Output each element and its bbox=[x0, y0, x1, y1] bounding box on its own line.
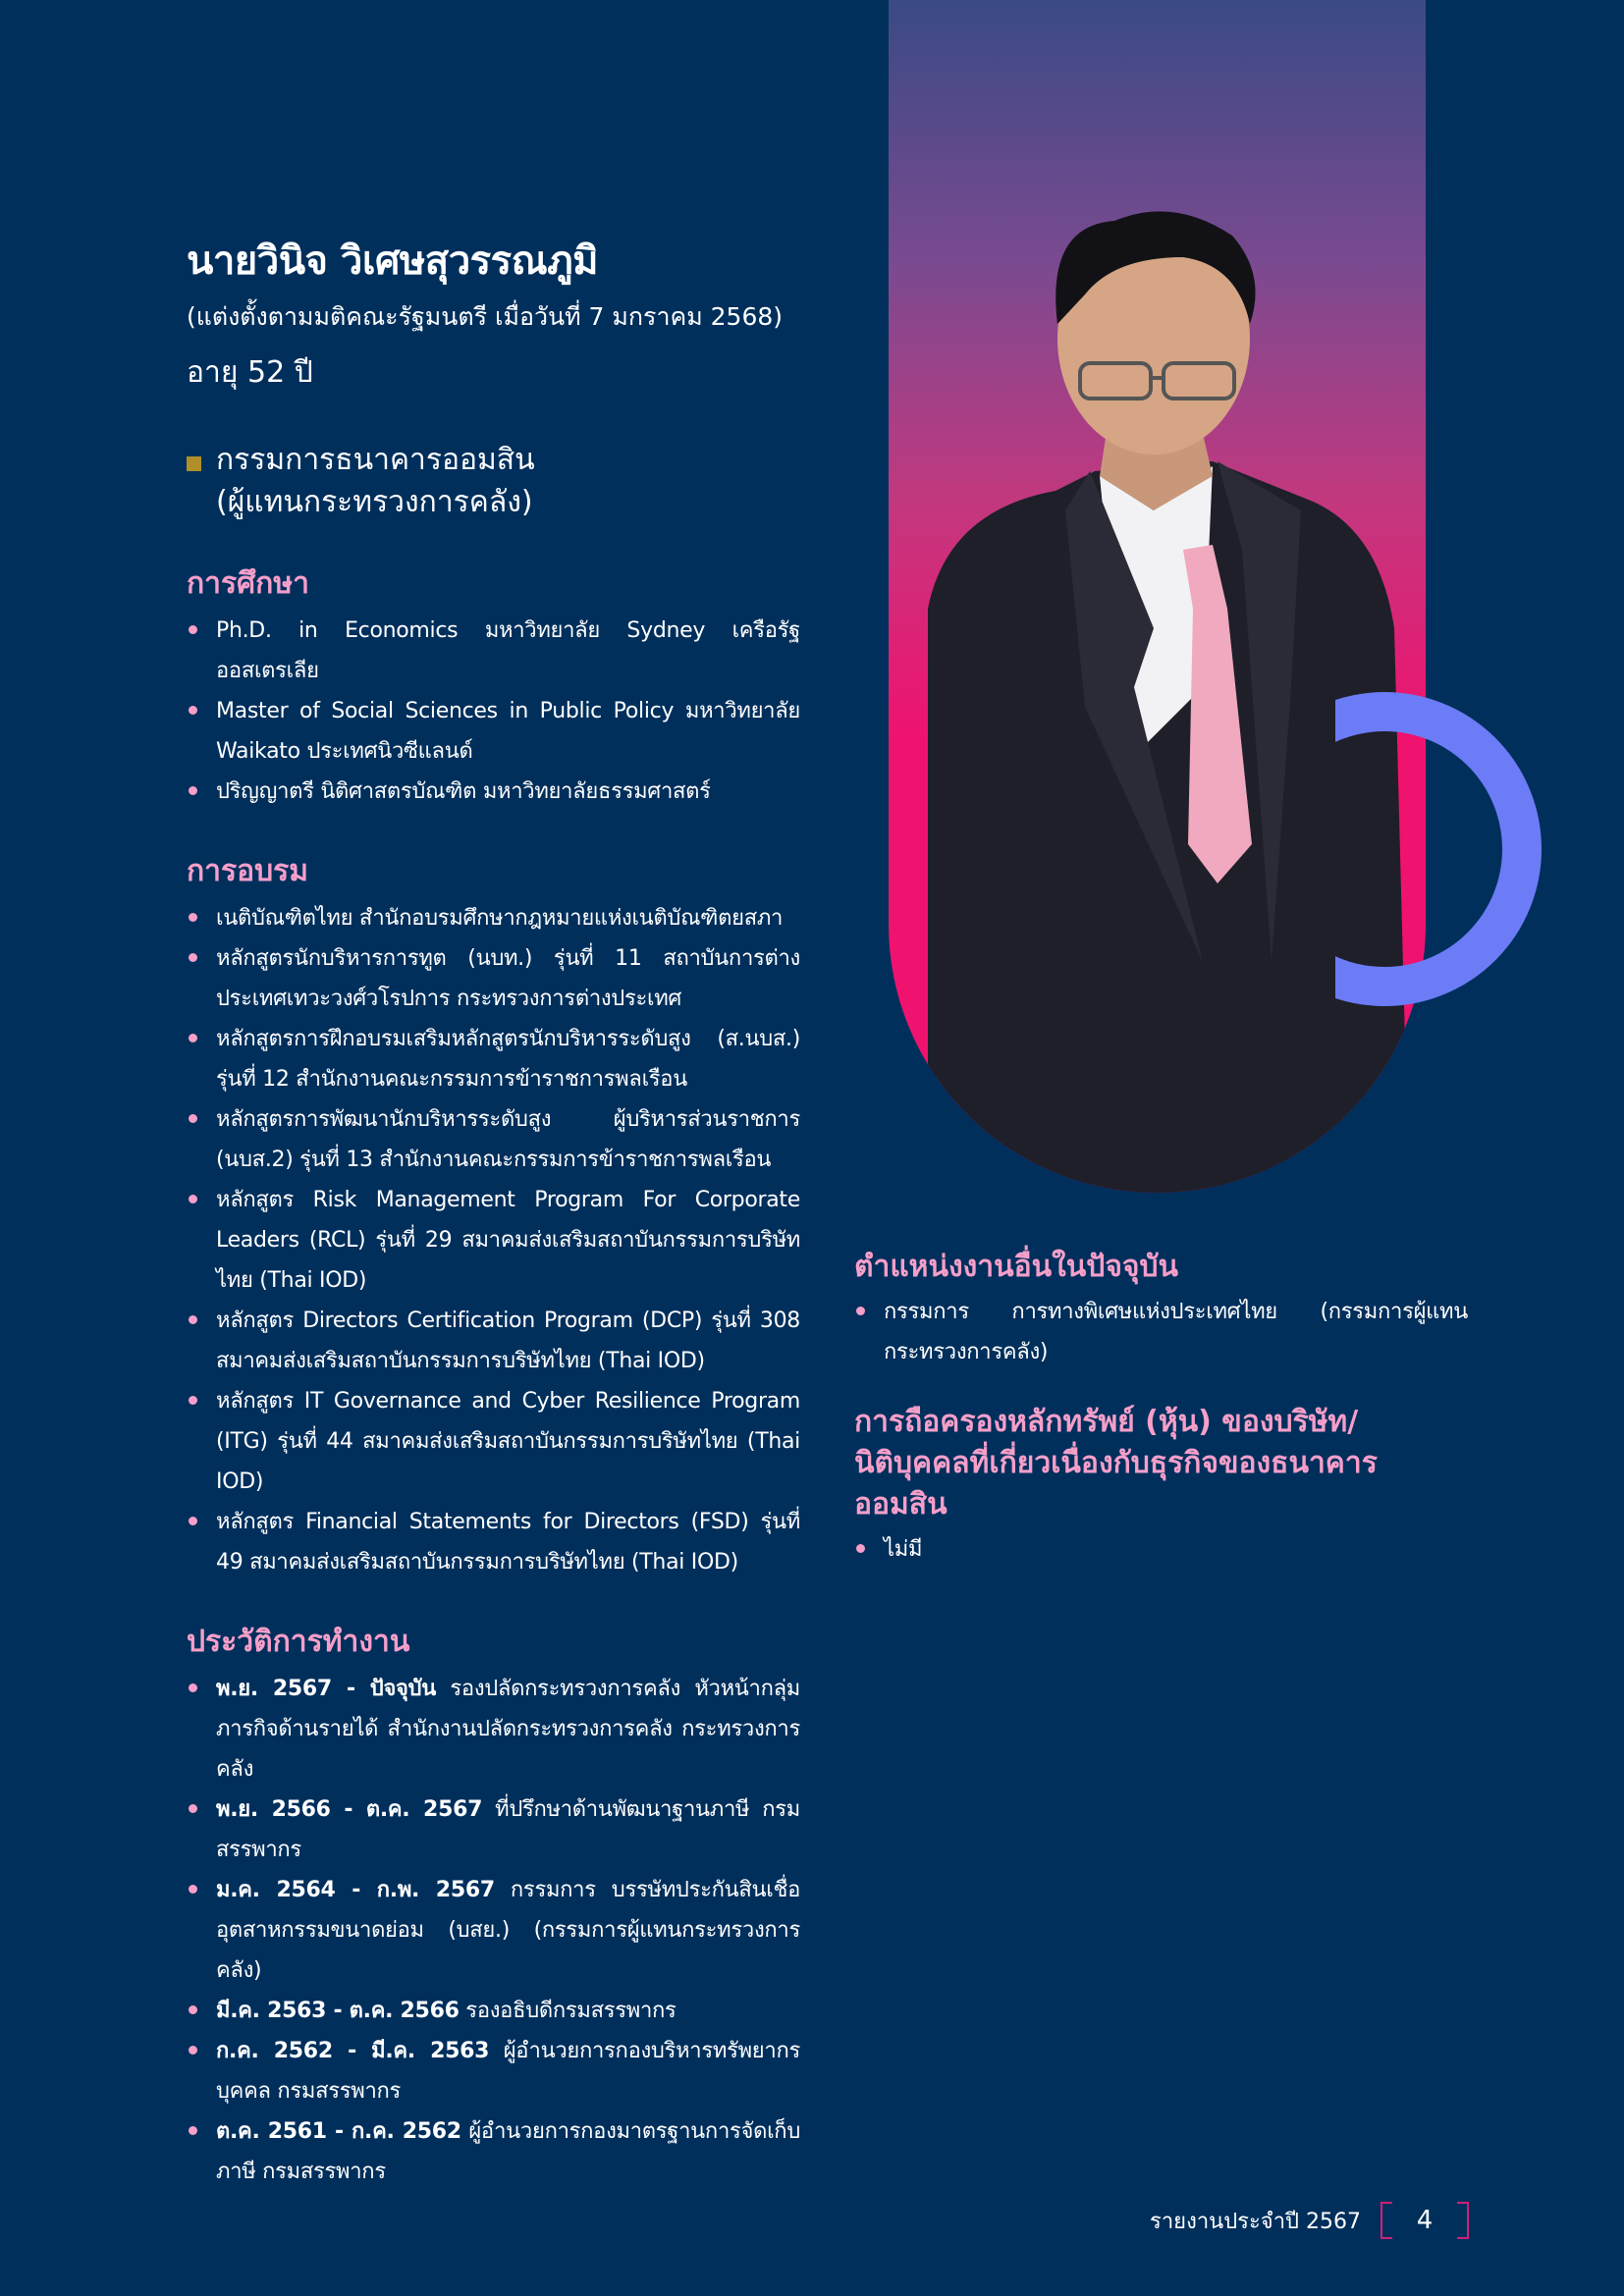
list-item: หลักสูตร Risk Management Program For Corporate Leaders (RCL) รุ่นที่ 29 สมาคมส่งเสริมสถาบันกรรมการบริษัทไทย (Thai IOD) bbox=[187, 1180, 800, 1301]
page-number-box bbox=[1380, 2202, 1469, 2239]
list-item: พ.ย. 2566 - ต.ค. 2567 ที่ปรึกษาด้านพัฒนาฐานภาษี กรมสรรพากร bbox=[187, 1789, 800, 1870]
other-positions-list bbox=[854, 1292, 1468, 1372]
list-item: หลักสูตรการฝึกอบรมเสริมหลักสูตรนักบริหารระดับสูง (ส.นบส.) รุ่นที่ 12 สำนักงานคณะกรรมการข้าราชการพลเรือน bbox=[187, 1019, 800, 1099]
work-period: พ.ย. 2566 - ต.ค. 2567 bbox=[216, 1796, 483, 1822]
left-column bbox=[187, 236, 800, 2192]
left-bracket-icon bbox=[1380, 2202, 1392, 2239]
work-period: พ.ย. 2567 - ปัจจุบัน bbox=[216, 1676, 437, 1701]
holdings-heading-line-1: การถือครองหลักทรัพย์ (หุ้น) ของบริษัท/ bbox=[854, 1405, 1359, 1439]
bullet-icon bbox=[189, 1315, 197, 1324]
list-item: หลักสูตร IT Governance and Cyber Resilience Program (ITG) รุ่นที่ 44 สมาคมส่งเสริมสถาบันกรรมการบริษัทไทย (Thai IOD) bbox=[187, 1381, 800, 1502]
bullet-icon bbox=[189, 1885, 197, 1894]
list-item: หลักสูตร Directors Certification Program (DCP) รุ่นที่ 308 สมาคมส่งเสริมสถาบันกรรมการบริษัทไทย (Thai IOD) bbox=[187, 1301, 800, 1381]
person-name: นายวินิจ วิเศษสุวรรณภูมิ bbox=[187, 239, 598, 284]
list-item: Master of Social Sciences in Public Policy มหาวิทยาลัย Waikato ประเทศนิวซีแลนด์ bbox=[187, 691, 800, 772]
decorative-ring bbox=[1335, 692, 1542, 1016]
person-age: อายุ 52 ปี bbox=[187, 354, 313, 390]
bullet-icon bbox=[189, 706, 197, 715]
bullet-icon bbox=[189, 2126, 197, 2135]
work-history-list bbox=[187, 1669, 800, 2192]
education-list bbox=[187, 611, 800, 812]
right-bracket-icon bbox=[1457, 2202, 1469, 2239]
other-positions-heading: ตำแหน่งงานอื่นในปัจจุบัน bbox=[854, 1250, 1179, 1284]
square-bullet-icon bbox=[187, 456, 201, 471]
list-item: ไม่มี bbox=[854, 1529, 1468, 1570]
bullet-icon bbox=[189, 2005, 197, 2014]
bullet-icon bbox=[189, 1804, 197, 1813]
work-history-heading: ประวัติการทำงาน bbox=[187, 1624, 410, 1659]
list-item: พ.ย. 2567 - ปัจจุบัน รองปลัดกระทรวงการคลัง หัวหน้ากลุ่มภารกิจด้านรายได้ สำนักงานปลัดกระทรวงการคลัง กระทรวงการคลัง bbox=[187, 1669, 800, 1789]
work-period: ม.ค. 2564 - ก.พ. 2567 bbox=[216, 1877, 495, 1902]
page-number: 4 bbox=[1416, 2206, 1434, 2235]
work-period: ก.ค. 2562 - มี.ค. 2563 bbox=[216, 2038, 490, 2063]
list-item: เนติบัณฑิตไทย สำนักอบรมศึกษากฎหมายแห่งเนติบัณฑิตยสภา bbox=[187, 898, 800, 938]
report-title: รายงานประจำปี 2567 bbox=[1150, 2209, 1361, 2234]
bullet-icon bbox=[189, 1195, 197, 1203]
bullet-icon bbox=[189, 1396, 197, 1405]
appointment-note: (แต่งตั้งตามมติคณะรัฐมนตรี เมื่อวันที่ 7 มกราคม 2568) bbox=[187, 302, 784, 331]
list-item: มี.ค. 2563 - ต.ค. 2566 รองอธิบดีกรมสรรพากร bbox=[187, 1991, 800, 2031]
list-item: กรรมการ การทางพิเศษแห่งประเทศไทย (กรรมการผู้แทนกระทรวงการคลัง) bbox=[854, 1292, 1468, 1372]
right-column bbox=[854, 1247, 1468, 1570]
holdings-heading bbox=[854, 1402, 1468, 1525]
role-line-2: (ผู้แทนกระทรวงการคลัง) bbox=[216, 485, 533, 520]
list-item: หลักสูตรการพัฒนานักบริหารระดับสูง ผู้บริหารส่วนราชการ (นบส.2) รุ่นที่ 13 สำนักงานคณะกรรมการข้าราชการพลเรือน bbox=[187, 1099, 800, 1180]
training-list bbox=[187, 898, 800, 1582]
list-item: ต.ค. 2561 - ก.ค. 2562 ผู้อำนวยการกองมาตรฐานการจัดเก็บภาษี กรมสรรพากร bbox=[187, 2111, 800, 2192]
list-item: ก.ค. 2562 - มี.ค. 2563 ผู้อำนวยการกองบริหารทรัพยากรบุคคล กรมสรรพากร bbox=[187, 2031, 800, 2111]
holdings-heading-line-2: นิติบุคคลที่เกี่ยวเนื่องกับธุรกิจของธนาคารออมสิน bbox=[854, 1446, 1378, 1522]
list-item: หลักสูตร Financial Statements for Directors (FSD) รุ่นที่ 49 สมาคมส่งเสริมสถาบันกรรมการบริษัทไทย (Thai IOD) bbox=[187, 1502, 800, 1582]
work-period: ต.ค. 2561 - ก.ค. 2562 bbox=[216, 2118, 461, 2144]
bullet-icon bbox=[189, 625, 197, 634]
bullet-icon bbox=[856, 1544, 865, 1553]
bullet-icon bbox=[189, 1517, 197, 1525]
list-item: หลักสูตรนักบริหารการทูต (นบท.) รุ่นที่ 11 สถาบันการต่างประเทศเทวะวงศ์วโรปการ กระทรวงการต่างประเทศ bbox=[187, 938, 800, 1019]
list-item: ปริญญาตรี นิติศาสตรบัณฑิต มหาวิทยาลัยธรรมศาสตร์ bbox=[187, 772, 800, 812]
list-item: ม.ค. 2564 - ก.พ. 2567 กรรมการ บรรษัทประกันสินเชื่ออุตสาหกรรมขนาดย่อม (บสย.) (กรรมการผู้แทนกระทรวงการคลัง) bbox=[187, 1870, 800, 1991]
training-heading: การอบรม bbox=[187, 853, 309, 888]
bullet-icon bbox=[189, 786, 197, 795]
education-heading: การศึกษา bbox=[187, 565, 309, 601]
bullet-icon bbox=[189, 953, 197, 962]
bullet-icon bbox=[189, 913, 197, 922]
bullet-icon bbox=[189, 1683, 197, 1692]
page-footer bbox=[1150, 2199, 1469, 2242]
holdings-list bbox=[854, 1529, 1468, 1570]
work-period: มี.ค. 2563 - ต.ค. 2566 bbox=[216, 1998, 460, 2023]
bullet-icon bbox=[189, 1034, 197, 1042]
bullet-icon bbox=[189, 2046, 197, 2055]
role-line-1: กรรมการธนาคารออมสิน bbox=[216, 442, 535, 477]
role-title bbox=[187, 439, 800, 524]
bullet-icon bbox=[189, 1114, 197, 1123]
bullet-icon bbox=[856, 1307, 865, 1315]
list-item: Ph.D. in Economics มหาวิทยาลัย Sydney เครือรัฐออสเตรเลีย bbox=[187, 611, 800, 691]
